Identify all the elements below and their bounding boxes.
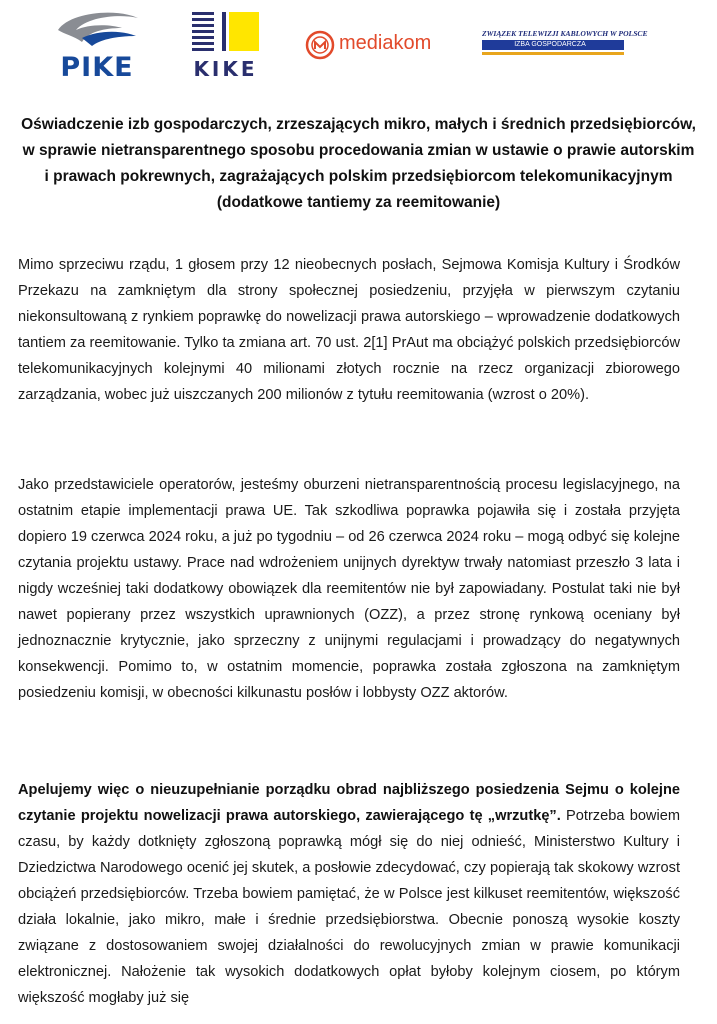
kike-bars-icon — [188, 10, 263, 56]
logo-header — [0, 0, 717, 90]
ztk-logo-title: ZWIĄZEK TELEWIZJI KABLOWYCH W POLSCE — [482, 29, 648, 38]
pike-logo-text: PIKE — [60, 52, 134, 83]
pike-swoosh-icon — [52, 8, 142, 54]
mediakom-logo — [305, 28, 445, 62]
mediakom-circle-icon — [305, 30, 335, 60]
ztk-logo-subtitle: IZBA GOSPODARCZA — [500, 40, 600, 50]
paragraph-3 — [18, 777, 680, 1011]
paragraph-1: Mimo sprzeciwu rządu, 1 głosem przy 12 nieobecnych posłach, Sejmowa Komisja Kultury i Środków Przekazu na zamkniętym dla strony społecznej posiedzeniu, przyjęła w pierwszym czytaniu niekonsultowaną z rynkiem poprawkę do nowelizacji prawa autorskiego – wprowadzenie dodatkowych tantiem za reemitowanie. Tylko ta zmiana art. 70 ust. 2[1] PrAut ma obciążyć polskich przedsiębiorców telekomunikacyjnych kolejnymi 40 milionami złotych rocznie na rzecz organizacji zbiorowego zarządzania, wobec już uiszczanych 200 milionów z tytułu reemitowania (wzrost o 20%). — [18, 257, 680, 403]
document-title: Oświadczenie izb gospodarczych, zrzeszających mikro, małych i średnich przedsiębiorców, w sprawie nietransparentnego sposobu procedowania zmian w ustawie o prawie autorskim i prawach pokrewnych, zagrażających polskim przedsiębiorcom telekomunikacyjnym (dodatkowe tantiemy za reemitowanie) — [21, 116, 696, 211]
paragraph-3-body: Potrzeba bowiem czasu, by każdy dotknięty zgłoszoną poprawką mógł się do niej odnieść, Ministerstwo Kultury i Dziedzictwa Narodowego ocenić jej skutek, a posłowie zdecydować, czy popierają tak skokowy wzrost obciążeń przedsiębiorców. Trzeba bowiem pamiętać, że w Polsce jest kilkuset reemitentów, większość działa lokalnie, jako mikro, małe i średnie przedsiębiorstwa. Obecnie ponoszą wysokie koszty związane z dostosowaniem swojej działalności do rewolucyjnych zmian w prawie komunikacji elektronicznej. Nałożenie tak wysokich dodatkowych opłat byłoby kolejnym ciosem, po którym większość mogłaby już się — [18, 808, 680, 1006]
pike-logo — [52, 8, 142, 84]
ztk-logo-underline — [482, 52, 624, 55]
ztk-logo — [480, 26, 648, 60]
kike-logo — [188, 10, 263, 82]
kike-logo-text: KIKE — [193, 57, 258, 81]
appeal-statement: Apelujemy więc o nieuzupełnianie porządku obrad najbliższego posiedzenia Sejmu o kolejne czytanie projektu nowelizacji prawa autorskiego, zawierającego tę „wrzutkę”. — [18, 782, 680, 824]
mediakom-logo-text: mediakom — [339, 32, 432, 54]
paragraph-2: Jako przedstawiciele operatorów, jesteśmy oburzeni nietransparentnością procesu legislacyjnego, na ostatnim etapie implementacji prawa UE. Tak szkodliwa poprawka pojawiła się i została przyjęta dopiero 19 czerwca 2024 roku, a już po tygodniu – od 26 czerwca 2024 roku – mogą odbyć się kolejne czytania projektu ustawy. Prace nad wdrożeniem unijnych dyrektyw trwały natomiast przeszło 3 lata i nigdy wcześniej taki dodatkowy obowiązek dla reemitentów nie był zapowiadany. Postulat taki nie był nawet popierany przez wszystkich uprawnionych (OZZ), a przez stronę rynkową oceniany był jednoznacznie krytycznie, jako sprzeczny z unijnymi regulacjami i prowadzący do negatywnych konsekwencji. Pomimo to, w ostatnim momencie, poprawka została zgłoszona na zamkniętym posiedzeniu komisji, w obecności kilkunastu posłów i lobbysty OZZ aktorów. — [18, 477, 680, 701]
